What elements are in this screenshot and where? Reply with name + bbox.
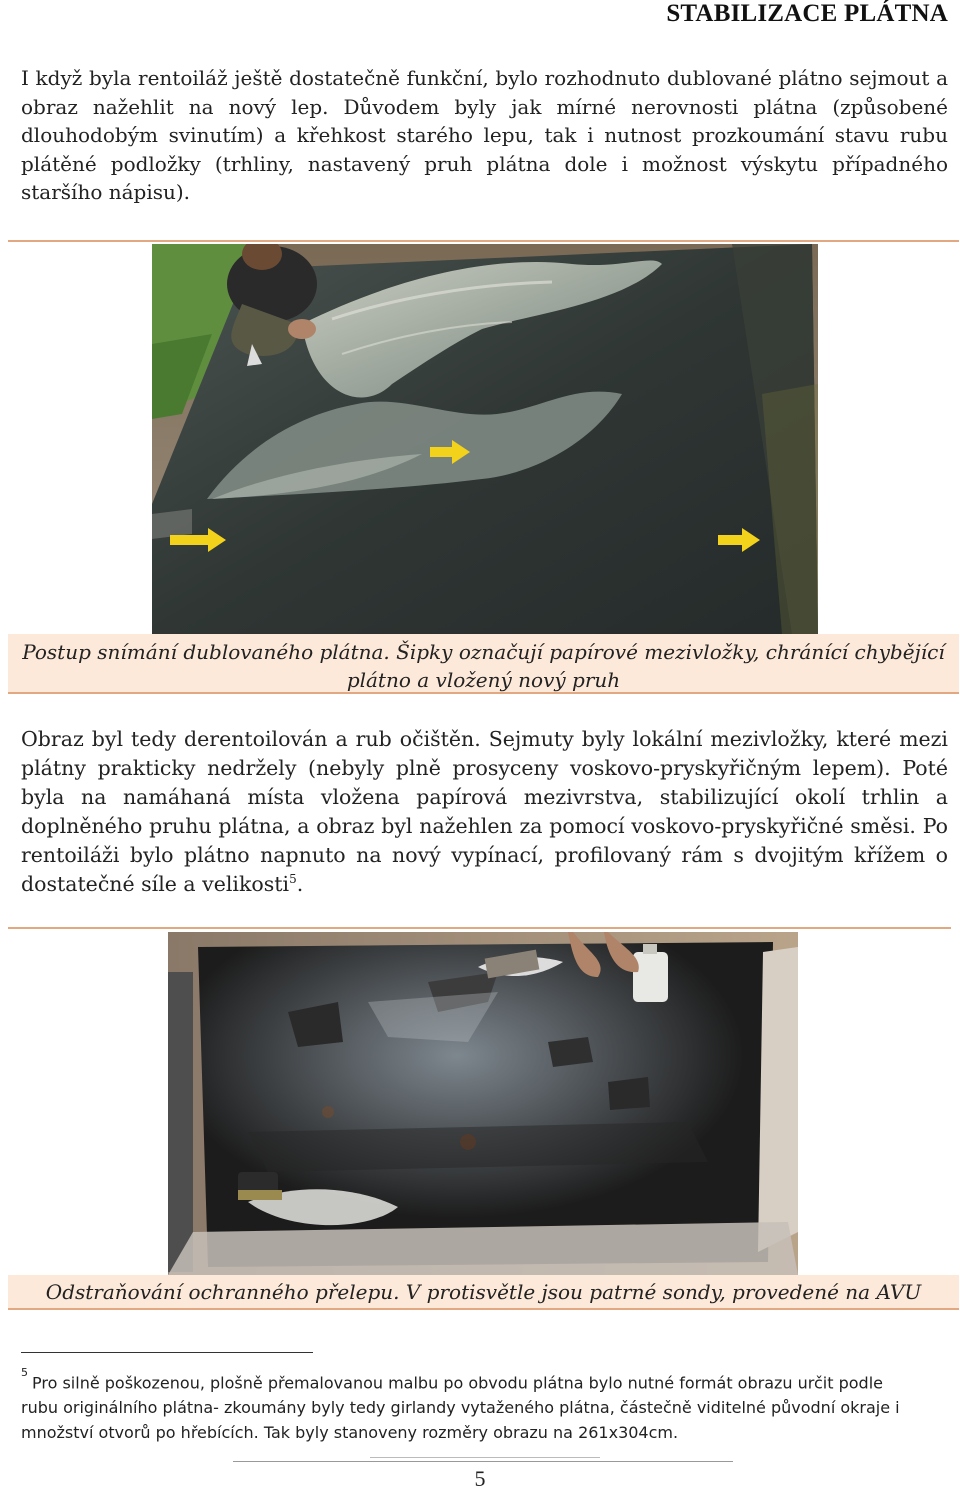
treatment-paragraph-end: . — [296, 872, 304, 896]
footnote-separator — [21, 1352, 313, 1353]
page-number: 5 — [474, 1466, 486, 1491]
figure2-top-rule — [8, 927, 951, 929]
page-header-title: STABILIZACE PLÁTNA — [666, 0, 948, 27]
figure1-top-rule — [8, 240, 959, 242]
footnote-number: 5 — [21, 1366, 28, 1379]
intro-paragraph: I když byla rentoiláž ještě dostatečně funkční, bylo rozhodnuto dublované plátno sejmout a obraz nažehlit na nový lep. Důvodem byly jak mírné nerovnosti plátna (způsobené dlouhodobým svinutím) a křehkost starého lepu, tak i nutnost prozkoumání stavu rubu plátěné podložky (trhliny, nastavený pruh plátna dole i možnost výskytu případného staršího nápisu). — [21, 66, 948, 204]
footnote — [21, 1366, 921, 1445]
footnote-text: Pro silně poškozenou, plošně přemalovanou malbu po obvodu plátna bylo nutné formát obrazu určit podle rubu originálního plátna- zkoumány byly tedy girlandy vytaženého plátna, částečně viditelné původní okraje i množství otvorů po hřebících. Tak byly stanoveny rozměry obrazu na 261x304cm. — [21, 1373, 900, 1443]
page-number-rule — [233, 1461, 733, 1462]
figure1-caption-line2: plátno a vložený nový pruh — [346, 668, 621, 692]
page-number-rule-short — [370, 1457, 600, 1458]
figure2-photo — [168, 932, 798, 1275]
figure1-photo — [152, 244, 818, 634]
figure1-caption-line1: Postup snímání dublovaného plátna. Šipky označují papírové mezivložky, chránící chybějící — [22, 640, 945, 664]
figure1-caption — [8, 634, 959, 694]
treatment-paragraph — [21, 725, 948, 899]
figure2-caption: Odstraňování ochranného přelepu. V protisvětle jsou patrné sondy, provedené na AVU — [8, 1275, 959, 1310]
treatment-paragraph-text: Obraz byl tedy derentoilován a rub očištěn. Sejmuty byly lokální mezivložky, které mezi plátny prakticky nedržely (nebyly plně prosyceny voskovo-pryskyřičným lepem). Poté byla na namáhaná místa vložena papírová mezivrstva, stabilizující okolí trhlin a doplněného pruhu plátna, a obraz byl nažehlen za pomocí voskovo-pryskyřičné směsi. Po rentoiláži bylo plátno napnuto na nový vypínací, profilovaný rám s dvojitým křížem o dostatečné síle a velikosti — [21, 727, 948, 896]
footnote-reference: 5 — [289, 872, 297, 887]
